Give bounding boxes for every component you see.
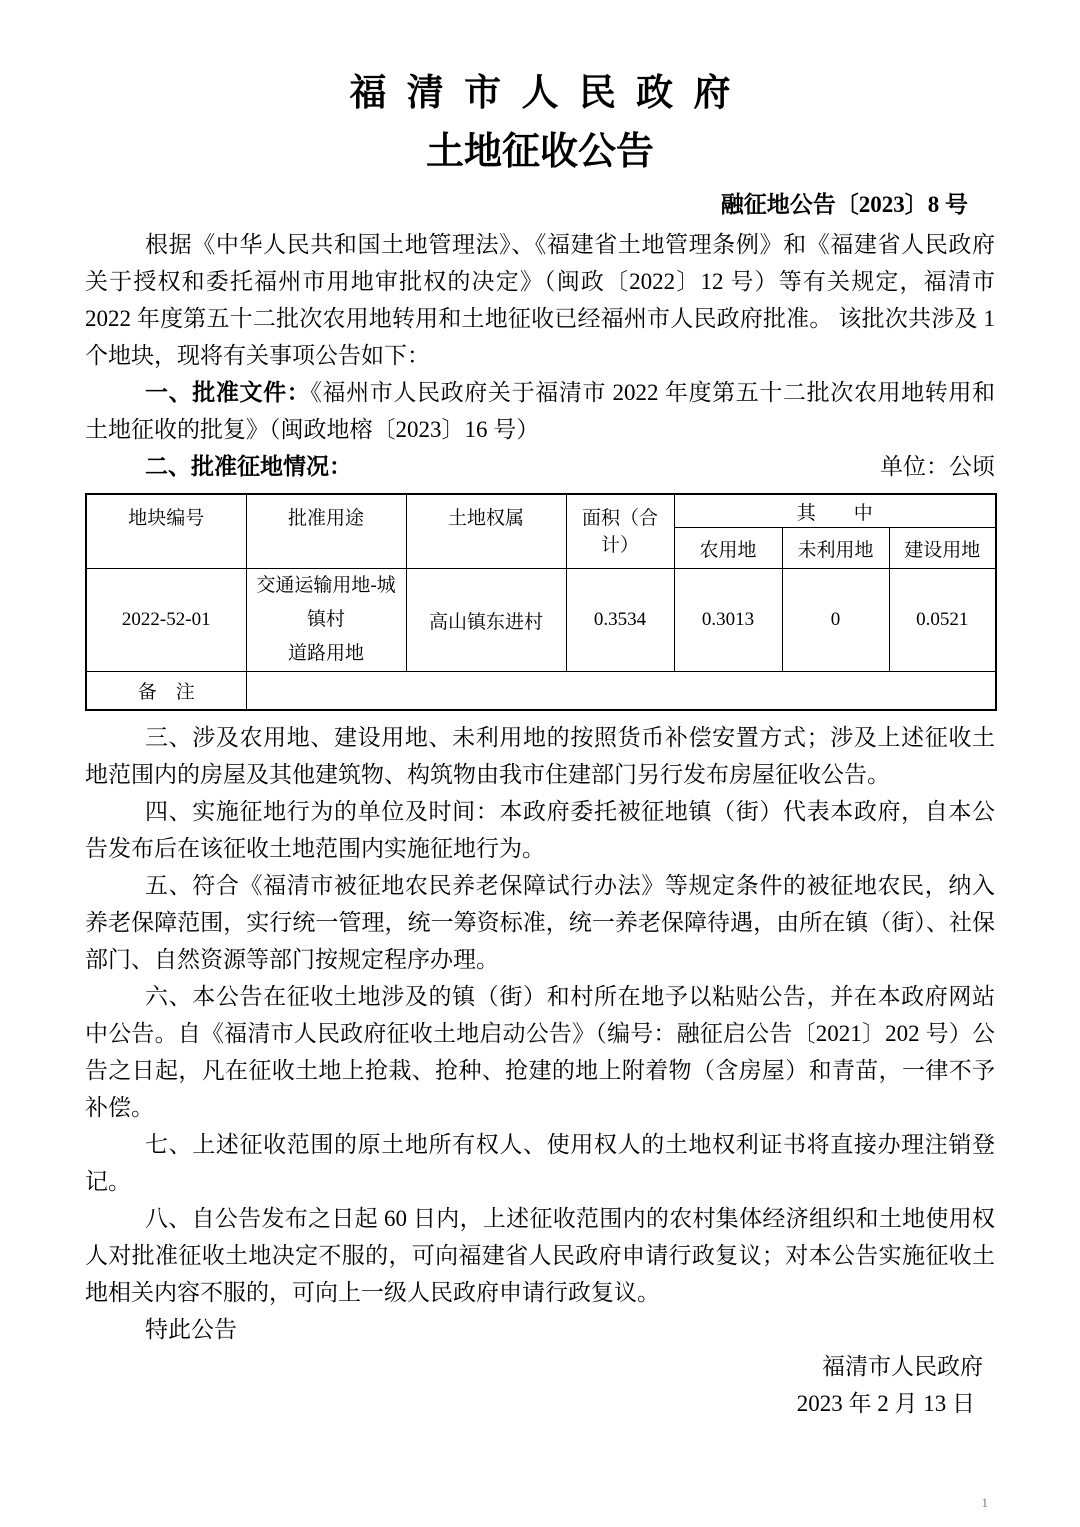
unit-note: 单位：公顷 [880,453,995,479]
col-header-parcel-id: 地块编号 [86,494,246,569]
section1-label: 一、批准文件： [145,379,311,405]
paragraph-pension: 五、符合《福清市被征地农民养老保障试行办法》等规定条件的被征地农民，纳入养老保障范围，实行统一管理，统一筹资标准，统一养老保障待遇，由所在镇（街）、社保部门、自然资源等部门按规定程序办理。 [85,872,995,972]
signature-org: 福清市人民政府 [822,1353,983,1379]
cell-ownership: 高山镇东进村 [406,569,566,672]
land-expropriation-table [85,493,997,711]
page-number: 1 [981,1495,988,1510]
cell-parcel-id: 2022-52-01 [86,569,246,672]
paragraph-intro: 根据《中华人民共和国土地管理法》、《福建省土地管理条例》和《福建省人民政府关于授权和委托福州市用地审批权的决定》（闽政〔2022〕12 号）等有关规定，福清市 2022 年度第五十二批次农用地转用和土地征收已经福州市人民政府批准。 该批次共涉及 1 个地块，现将有关事项公告如下： [85,231,995,368]
paragraph-deregistration: 七、上述征收范围的原土地所有权人、使用权人的土地权利证书将直接办理注销登记。 [85,1131,995,1194]
col-header-breakdown: 其 中 [674,494,996,528]
cell-unused-land: 0 [782,569,889,672]
page-title: 福清市人民政府 [349,73,751,114]
paragraph-implementing-unit: 四、实施征地行为的单位及时间：本政府委托被征地镇（街）代表本政府，自本公告发布后在该征收土地范围内实施征地行为。 [85,798,995,861]
section1-text: 《福州市人民政府关于福清市 2022 年度第五十二批次农用地转用和土地征收的批复》（闽政地榕〔2023〕16 号） [85,379,996,442]
col-header-approved-use: 批准用途 [246,494,406,569]
table-remark-row [86,672,996,710]
paragraph-posting: 六、本公告在征收土地涉及的镇（街）和村所在地予以粘贴公告，并在本政府网站中公告。自《福清市人民政府征收土地启动公告》（编号：融征启公告〔2021〕202 号）公告之日起，凡在征收土地上抢栽、抢种、抢建的地上附着物（含房屋）和青苗，一律不予补偿。 [85,983,995,1120]
table-row [86,569,996,672]
closing-statement: 特此公告 [145,1316,237,1342]
col-header-area-total: 面积（合计） [566,494,674,569]
table-header-row-1 [86,494,996,528]
col-header-farmland: 农用地 [674,528,782,569]
doc-subtitle: 土地征收公告 [425,131,654,174]
col-header-unused-land: 未利用地 [782,528,889,569]
remark-label: 备 注 [86,672,246,710]
col-header-ownership: 土地权属 [406,494,566,569]
cell-area-total: 0.3534 [566,569,674,672]
remark-value [246,672,996,710]
cell-approved-use-line2: 道路用地 [287,643,364,665]
paragraph-compensation: 三、涉及农用地、建设用地、未利用地的按照货币补偿安置方式；涉及上述征收土地范围内的房屋及其他建筑物、构筑物由我市住建部门另行发布房屋征收公告。 [85,724,995,787]
cell-construction-land: 0.0521 [889,569,996,672]
cell-farmland: 0.3013 [674,569,782,672]
cell-approved-use-line1: 交通运输用地-城镇村 [256,575,396,631]
doc-number: 融征地公告〔2023〕8 号 [720,191,968,217]
signature-date: 2023 年 2 月 13 日 [796,1390,975,1416]
paragraph-review: 八、自公告发布之日起 60 日内，上述征收范围内的农村集体经济组织和土地使用权人对批准征收土地决定不服的，可向福建省人民政府申请行政复议；对本公告实施征收土地相关内容不服的，可向上一级人民政府申请行政复议。 [85,1205,995,1305]
cell-approved-use [246,569,406,672]
col-header-construction-land: 建设用地 [889,528,996,569]
section2-row [85,448,995,485]
section2-label: 二、批准征地情况： [145,453,352,479]
paragraph-approval-document [85,374,995,448]
